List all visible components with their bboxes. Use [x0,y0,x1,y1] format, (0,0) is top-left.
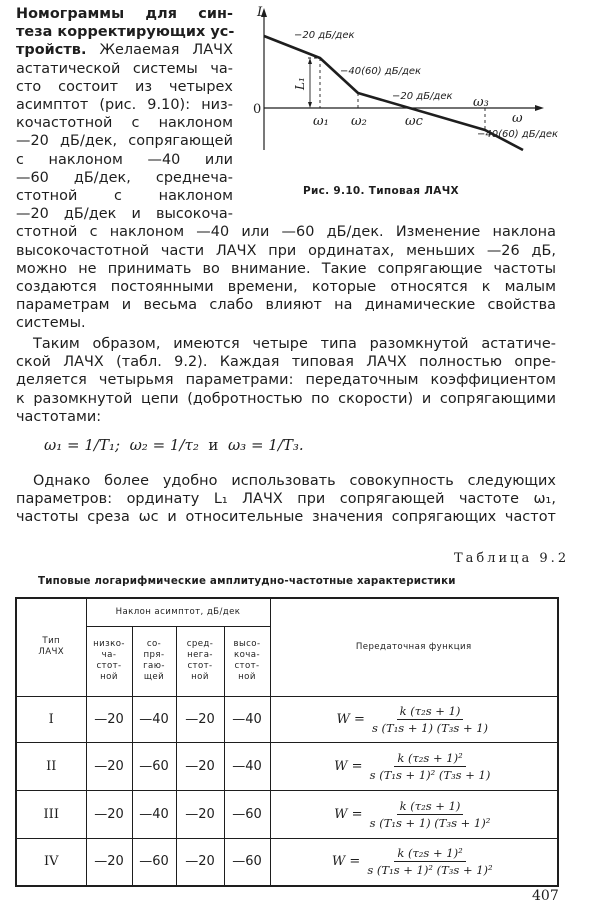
row-transfer-function [270,790,558,838]
intro-heading-line-2: теза корректирующих ус- [16,24,235,41]
intro-continuation [16,223,556,332]
intro-line: —20 дБ/дек и высокоча- [16,206,233,223]
intro-line: асимптот (рис. 9.10): низ- [16,97,233,114]
row-low: —20 [86,742,132,790]
tf-lhs: W = [331,854,361,870]
page-number: 407 [532,888,559,904]
row-transfer-function [270,838,558,886]
tf-numerator: k (τ₂s + 1) [397,799,464,815]
para2-line: Таким образом, имеются четыре типа разомкнутой астатиче- [33,336,556,352]
l1-arrow-top [308,58,312,64]
row-conj: —60 [132,742,176,790]
tf-lhs: W = [334,806,363,822]
tf-denominator: s (T₁s + 1) (T₃s + 1)² [369,815,491,830]
row-transfer-function [270,696,558,742]
tf-fraction [367,751,494,782]
row-transfer-function [270,742,558,790]
row-conj: —40 [132,696,176,742]
freq-label-w3: ω₃ [473,95,489,110]
intro-line: астатической системы ча- [16,60,233,77]
lachx-table [15,597,559,887]
intro-line: создаются постоянными времени, которые относятся к малым [16,279,556,295]
slope-label-low: −20 дБ/дек [294,30,355,41]
row-high: —60 [224,790,270,838]
intro-line: системы. [16,315,86,332]
intro-line: высокочастотной части ЛАЧХ при ординатах, меньших —26 дБ, [16,242,556,259]
row-type: IV [16,838,86,886]
table-row [16,742,558,790]
table-header-row [16,598,558,626]
tf-denominator: s (T₁s + 1) (T₃s + 1) [371,720,489,735]
table-row [16,838,558,886]
para2-line: деляется четырьмя параметрами: передаточным коэффициентом [16,372,556,389]
formula-and: и [208,436,219,454]
row-mid: —20 [176,742,224,790]
intro-line: параметрам и весьма слабо влияют на динамические свойства [16,297,556,314]
row-high: —40 [224,696,270,742]
header-type: Тип ЛАЧХ [16,598,86,696]
table-label: Таблица 9.2 [454,551,570,566]
intro-line: —60 дБ/дек, среднеча- [16,169,233,186]
row-type: II [16,742,86,790]
l1-arrow-bottom [308,102,312,108]
tf-lhs: W = [336,711,365,727]
row-type: III [16,790,86,838]
intro-line: тройств. Желаемая ЛАЧХ [16,42,233,59]
freq-label-w1: ω₁ [313,114,329,129]
header-high: высо- коча- стот- ной [224,626,270,696]
intro-line: кочастотной с наклоном [16,115,233,132]
paragraph-3 [16,472,556,527]
header-low: низко- ча- стот- ной [86,626,132,696]
row-low: —20 [86,838,132,886]
l1-label: L₁ [293,77,307,90]
tf-fraction [367,799,494,830]
y-axis-label: L [257,5,266,20]
row-high: —60 [224,838,270,886]
freq-label-wc: ωс [405,114,423,129]
slope-label-mid: −20 дБ/дек [392,91,453,102]
header-mid: сред- нега- стот- ной [176,626,224,696]
tf-numerator: k (τ₂s + 1)² [394,751,465,767]
origin-label: 0 [253,102,262,117]
tf-denominator: s (T₁s + 1)² (T₃s + 1) [369,767,491,782]
para2-line: частотами: [16,408,102,425]
para2-line: ской ЛАЧХ (табл. 9.2). Каждая типовая ЛАЧХ полностью опре- [16,354,556,371]
freq-label-w2: ω₂ [351,114,367,129]
tf-numerator: k (τ₂s + 1)² [394,846,465,862]
para3-line: частоты среза ωс и относительные значения сопрягающих частот [16,509,556,526]
row-high: —40 [224,742,270,790]
row-type: I [16,696,86,742]
header-transfer-function: Передаточная функция [270,598,558,696]
para3-line: параметров: ординату L₁ ЛАЧХ при сопрягающей частоте ω₁, [16,491,556,508]
formula-w1: ω₁ = 1/T₁; [44,436,121,454]
figure-lachx [240,0,570,200]
intro-line: стотной с наклоном —40 или —60 дБ/дек. Изменение наклона [16,224,556,241]
para3-line: Однако более удобно использовать совокупность следующих [33,473,556,489]
para2-line: к разомкнутой цепи (добротностью по скорости) и сопрягающими [16,390,556,407]
table-row [16,696,558,742]
slope-label-high: −40(60) дБ/дек [477,129,559,140]
header-slopes-group: Наклон асимптот, дБ/дек [86,598,270,626]
tf-numerator: k (τ₂s + 1) [397,704,464,720]
intro-line: с наклоном —40 или [16,151,233,168]
table-row [16,790,558,838]
row-mid: —20 [176,790,224,838]
paragraph-2 [16,335,556,426]
row-low: —20 [86,696,132,742]
tf-fraction [369,704,491,735]
intro-paragraph [16,5,233,223]
formula-frequencies [44,436,304,454]
tf-fraction [364,846,495,877]
table-title: Типовые логарифмические амплитудно-частотные характеристики [38,575,456,587]
intro-heading-line-1: Номограммы для син- [16,6,233,22]
row-mid: —20 [176,696,224,742]
formula-w3: ω₃ = 1/T₃. [227,436,304,454]
row-mid: —20 [176,838,224,886]
x-axis-arrow [535,105,544,111]
header-conj: со- пря- гаю- щей [132,626,176,696]
tf-denominator: s (T₁s + 1)² (T₃s + 1)² [367,863,493,878]
figure-caption: Рис. 9.10. Типовая ЛАЧХ [303,185,459,197]
x-axis-label: ω [512,111,523,126]
row-low: —20 [86,790,132,838]
row-conj: —60 [132,838,176,886]
intro-line: стотной с наклоном [16,188,233,205]
intro-line: —20 дБ/дек, сопрягающей [16,133,233,150]
slope-label-conj: −40(60) дБ/дек [340,66,422,77]
intro-line: можно не принимать во внимание. Такие сопрягающие частоты [16,260,556,277]
tf-lhs: W = [334,758,363,774]
intro-line: сто состоит из четырех [16,78,233,95]
formula-w2: ω₂ = 1/τ₂ [129,436,199,454]
row-conj: —40 [132,790,176,838]
